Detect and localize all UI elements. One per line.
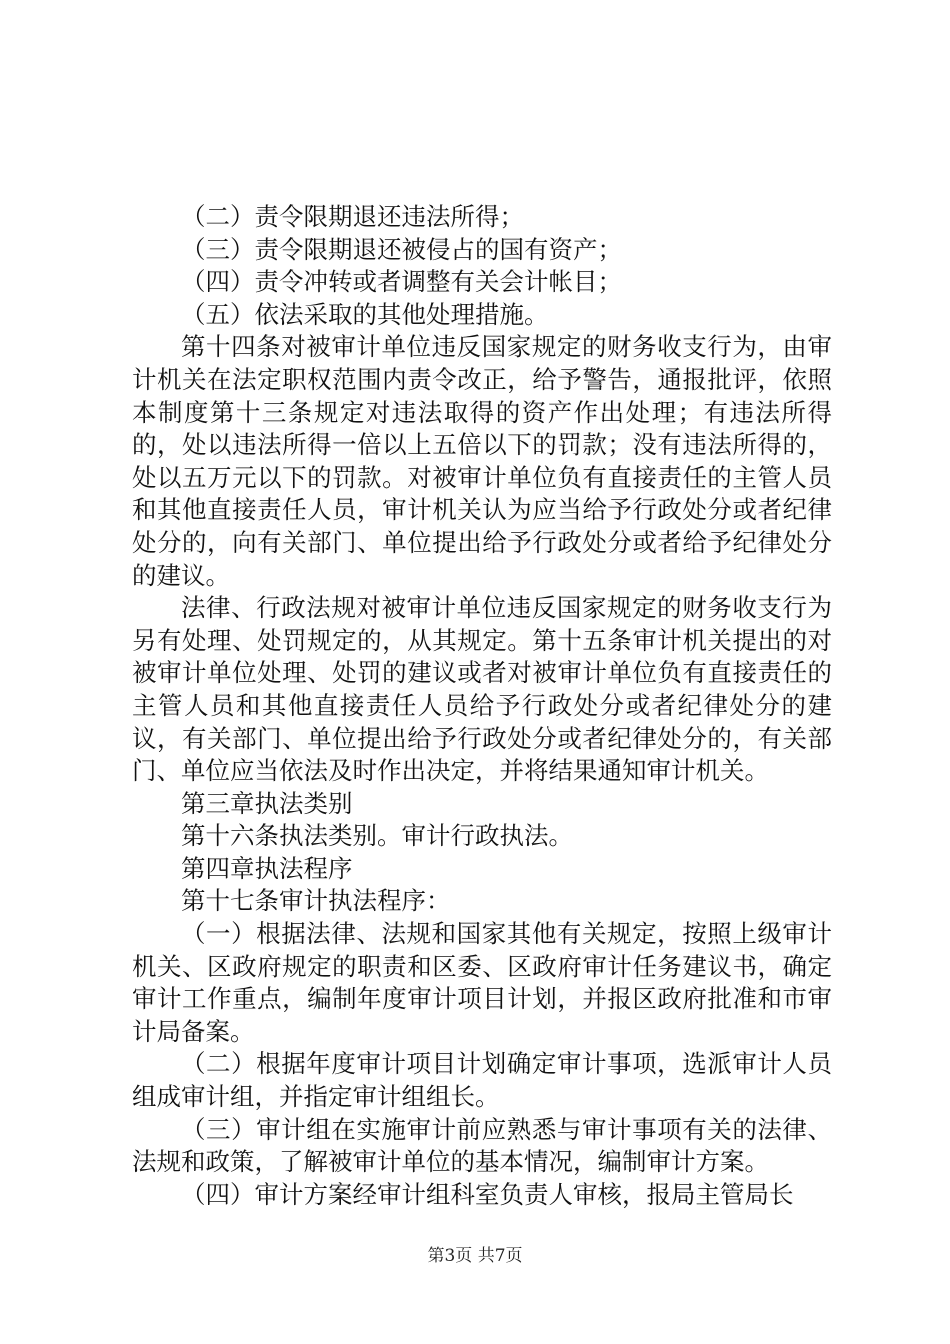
paragraph: 第十四条对被审计单位违反国家规定的财务收支行为，由审计机关在法定职权范围内责令改正，给予警告，通报批评，依照本制度第十三条规定对违法取得的资产作出处理；有违法所得的，处以违法所得一倍以上五倍以下的罚款；没有违法所得的，处以五万元以下的罚款。对被审计单位负有直接责任的主管人员和其他直接责任人员，审计机关认为应当给予行政处分或者纪律处分的，向有关部门、单位提出给予行政处分或者给予纪律处分的建议。 [132,332,832,590]
paragraph: （一）根据法律、法规和国家其他有关规定，按照上级审计机关、区政府规定的职责和区委、区政府审计任务建议书，确定审计工作重点，编制年度审计项目计划，并报区政府批准和市审计局备案。 [132,919,832,1046]
chapter-heading: 第三章执法类别 [181,788,353,818]
paragraph: 第十六条执法类别。审计行政执法。 [181,821,573,851]
document-body [132,201,832,1211]
paragraph: （三）责令限期退还被侵占的国有资产； [181,234,622,264]
paragraph: 法律、行政法规对被审计单位违反国家规定的财务收支行为另有处理、处罚规定的，从其规定。第十五条审计机关提出的对被审计单位处理、处罚的建议或者对被审计单位负有直接责任的主管人员和其他直接责任人员给予行政处分或者纪律处分的建议，有关部门、单位提出给予行政处分或者纪律处分的，有关部门、单位应当依法及时作出决定，并将结果通知审计机关。 [132,593,832,786]
page-footer [0,1241,950,1266]
page-number: 第3页 [427,1246,473,1266]
paragraph: （二）根据年度审计项目计划确定审计事项，选派审计人员组成审计组，并指定审计组组长。 [132,1049,832,1112]
paragraph: （五）依法采取的其他处理措施。 [181,299,549,329]
page-total: 共7页 [477,1246,523,1266]
paragraph: 第十七条审计执法程序： [181,886,451,916]
paragraph: （四）责令冲转或者调整有关会计帐目； [181,267,622,297]
paragraph: （四）审计方案经审计组科室负责人审核，报局主管局长 [181,1179,794,1209]
chapter-heading: 第四章执法程序 [181,853,353,883]
paragraph: （三）审计组在实施审计前应熟悉与审计事项有关的法律、法规和政策，了解被审计单位的基本情况，编制审计方案。 [132,1114,832,1177]
paragraph: （二）责令限期退还违法所得； [181,202,524,231]
